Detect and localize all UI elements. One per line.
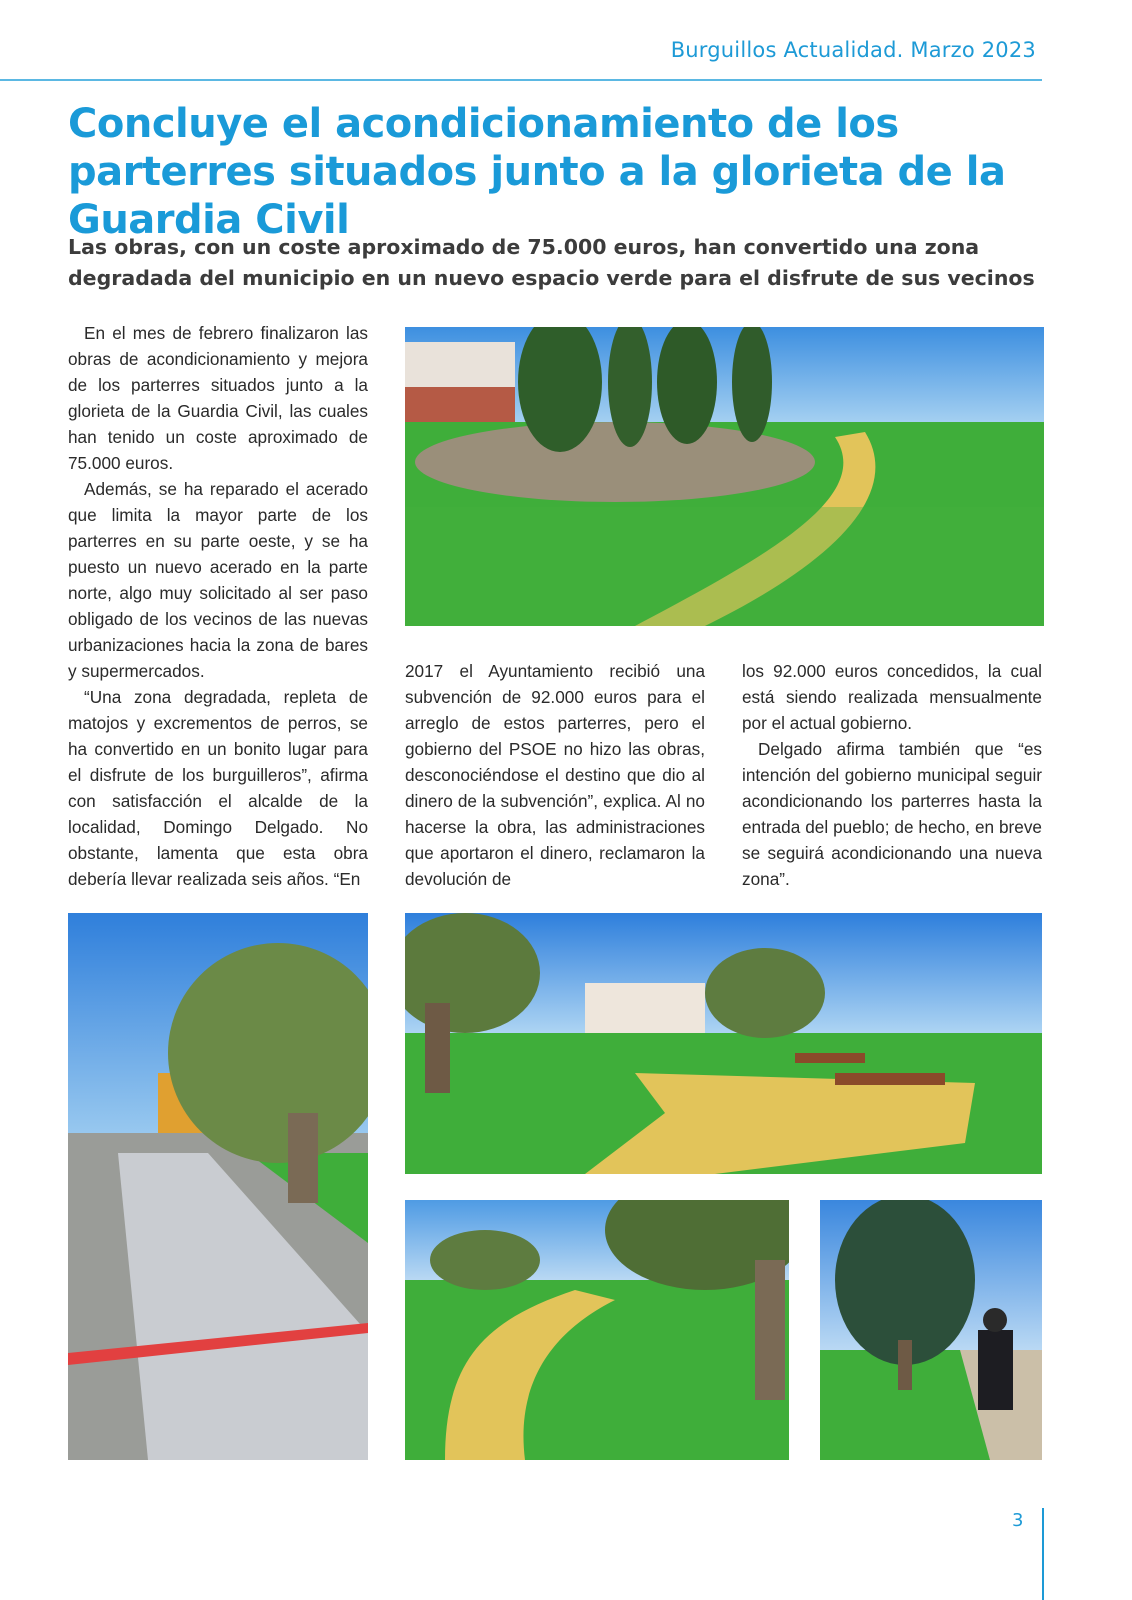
photo-park-benches <box>405 913 1042 1174</box>
paragraph: “Una zona degradada, repleta de matojos y excrementos de perros, se ha convertido en un bonito lugar para el disfrute de los burguilleros”, afirma con satisfacción el alcalde de la localidad, Domingo Delgado. No obstante, lamenta que esta obra debería llevar realizada seis años. “En <box>68 687 368 889</box>
article-title: Concluye el acondicionamiento de los parterres situados junto a la glorieta de la Guardia Civil <box>68 101 1006 243</box>
photo-park-cypresses <box>405 327 1044 626</box>
paragraph: En el mes de febrero finalizaron las obras de acondicionamiento y mejora de los parterres situados junto a la glorieta de la Guardia Civil, las cuales han tenido un coste aproximado de 75.000 euros. <box>68 323 368 473</box>
body-column-3 <box>742 658 1042 892</box>
page-number: 3 <box>1012 1510 1024 1531</box>
publication-header: Burguillos Actualidad. Marzo 2023 <box>670 38 1036 62</box>
photo-yellow-path <box>405 1200 789 1460</box>
header-divider <box>0 79 1042 81</box>
paragraph: 2017 el Ayuntamiento recibió una subvención de 92.000 euros para el arreglo de estos parterres, pero el gobierno del PSOE no hizo las obras, desconociéndose el destino que dio al dinero de la subvención”, explica. Al no hacerse la obra, las administraciones que aportaron el dinero, reclamaron la devolución de <box>405 661 705 889</box>
article-subtitle: Las obras, con un coste aproximado de 75.000 euros, han convertido una zona degradada del municipio en un nuevo espacio verde para el disfrute de sus vecinos <box>68 235 1035 290</box>
body-column-1 <box>68 320 368 892</box>
footer-divider <box>1042 1508 1044 1600</box>
photo-tree-pedestrian <box>820 1200 1042 1460</box>
photo-sidewalk-works <box>68 913 368 1460</box>
body-column-2 <box>405 658 705 892</box>
paragraph: Delgado afirma también que “es intención del gobierno municipal seguir acondicionando los parterres hasta la entrada del pueblo; de hecho, en breve se seguirá acondicionando una nueva zona”. <box>742 739 1042 889</box>
paragraph: los 92.000 euros concedidos, la cual está siendo realizada mensualmente por el actual gobierno. <box>742 661 1042 733</box>
paragraph: Además, se ha reparado el acerado que limita la mayor parte de los parterres en su parte oeste, y se ha puesto un nuevo acerado en la parte norte, algo muy solicitado al ser paso obligado de los vecinos de las nuevas urbanizaciones hacia la zona de bares y supermercados. <box>68 479 368 681</box>
